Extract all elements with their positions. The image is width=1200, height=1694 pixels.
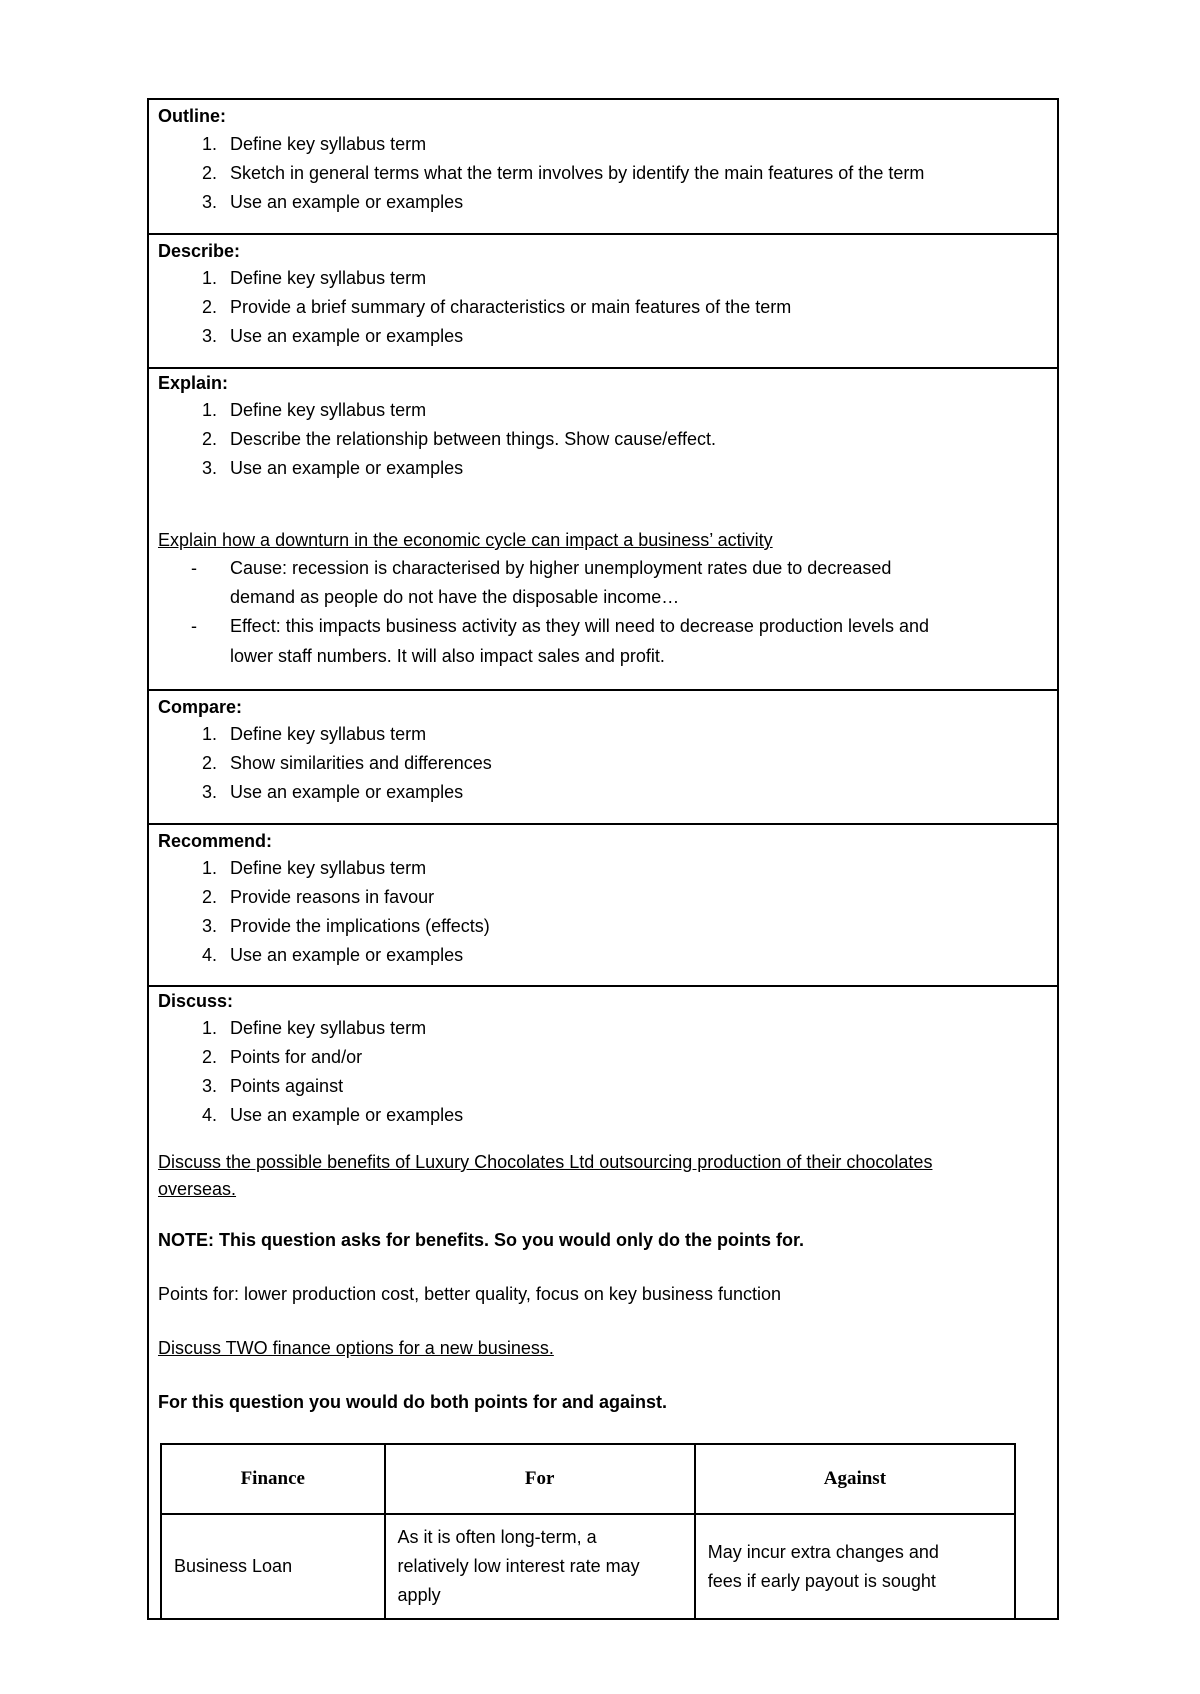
list-number: 3.: [201, 326, 217, 346]
section-heading: Outline:: [158, 106, 226, 126]
column-header-against: Against: [695, 1444, 1015, 1514]
list-text: Define key syllabus term: [230, 134, 427, 154]
list-number: 1.: [201, 724, 217, 744]
section-heading: Recommend:: [158, 831, 273, 851]
list-text: Points for and/or: [230, 1047, 363, 1067]
list-text: Describe the relationship between things. Show cause/effect.: [230, 429, 716, 449]
list-number: 1.: [201, 400, 217, 420]
list-number: 2.: [201, 887, 217, 907]
bullet-text: demand as people do not have the disposable income…: [230, 587, 680, 607]
cell-for: [385, 1514, 695, 1619]
list-number: 4.: [201, 945, 217, 965]
example-question: overseas.: [158, 1179, 237, 1199]
section-discuss: [149, 987, 1057, 1618]
list-number: 1.: [201, 134, 217, 154]
cell-line: fees if early payout is sought: [707, 1570, 936, 1591]
list-text: Use an example or examples: [230, 782, 464, 802]
list-number: 2.: [201, 429, 217, 449]
example-question: Discuss the possible benefits of Luxury Chocolates Ltd outsourcing production of their chocolates: [158, 1152, 933, 1172]
list-number: 1.: [201, 268, 217, 288]
list-number: 3.: [201, 192, 217, 212]
list-text: Define key syllabus term: [230, 1018, 427, 1038]
points-for-text: Points for: lower production cost, better quality, focus on key business function: [158, 1284, 781, 1304]
cell-against: [695, 1514, 1015, 1619]
list-number: 2.: [201, 1047, 217, 1067]
column-header-for: For: [385, 1444, 695, 1514]
section-heading: Discuss:: [158, 991, 234, 1011]
section-explain: [149, 369, 1057, 691]
list-number: 3.: [201, 916, 217, 936]
instruction-text: For this question you would do both points for and against.: [158, 1392, 667, 1412]
list-text: Provide reasons in favour: [230, 887, 435, 907]
list-text: Use an example or examples: [230, 1105, 464, 1125]
list-number: 2.: [201, 163, 217, 183]
list-number: 3.: [201, 1076, 217, 1096]
list-text: Define key syllabus term: [230, 400, 427, 420]
bullet-marker: -: [191, 558, 197, 578]
example-question: Explain how a downturn in the economic cycle can impact a business’ activity: [158, 530, 773, 550]
bullet-text: Effect: this impacts business activity as they will need to decrease production levels and: [230, 616, 930, 636]
cell-finance: Business Loan: [161, 1514, 385, 1619]
list-number: 2.: [201, 297, 217, 317]
list-number: 2.: [201, 753, 217, 773]
list-text: Show similarities and differences: [230, 753, 492, 773]
list-text: Define key syllabus term: [230, 858, 427, 878]
section-heading: Explain:: [158, 373, 229, 393]
list-text: Use an example or examples: [230, 326, 464, 346]
list-number: 1.: [201, 858, 217, 878]
cell-line: May incur extra changes and: [707, 1541, 939, 1562]
bullet-marker: -: [191, 616, 197, 636]
list-text: Provide a brief summary of characteristics or main features of the term: [230, 297, 792, 317]
list-text: Use an example or examples: [230, 458, 464, 478]
cell-line: relatively low interest rate may: [397, 1556, 640, 1576]
example-question: Discuss TWO finance options for a new business.: [158, 1338, 554, 1358]
table-row: [161, 1514, 1015, 1619]
list-number: 1.: [201, 1018, 217, 1038]
bullet-text: lower staff numbers. It will also impact sales and profit.: [230, 646, 665, 666]
section-recommend: [149, 825, 1057, 987]
note-text: NOTE: This question asks for benefits. So you would only do the points for.: [158, 1230, 805, 1250]
table-header-row: [161, 1444, 1015, 1514]
column-header-finance: Finance: [161, 1444, 385, 1514]
list-text: Use an example or examples: [230, 945, 464, 965]
list-text: Define key syllabus term: [230, 724, 427, 744]
bullet-text: Cause: recession is characterised by higher unemployment rates due to decreased: [230, 558, 892, 578]
cell-line: apply: [397, 1585, 441, 1605]
cell-line: As it is often long-term, a: [397, 1527, 597, 1547]
section-compare: [149, 691, 1057, 825]
section-describe: [149, 235, 1057, 369]
section-outline: [149, 100, 1057, 235]
list-text: Define key syllabus term: [230, 268, 427, 288]
section-heading: Describe:: [158, 241, 241, 261]
list-text: Use an example or examples: [230, 192, 464, 212]
list-text: Provide the implications (effects): [230, 916, 490, 936]
finance-table: [160, 1443, 1016, 1620]
list-number: 3.: [201, 458, 217, 478]
list-text: Points against: [230, 1076, 344, 1096]
list-text: Sketch in general terms what the term involves by identify the main features of the term: [230, 163, 925, 183]
section-heading: Compare:: [158, 697, 243, 717]
list-number: 3.: [201, 782, 217, 802]
list-number: 4.: [201, 1105, 217, 1125]
document-page: [147, 98, 1059, 1620]
